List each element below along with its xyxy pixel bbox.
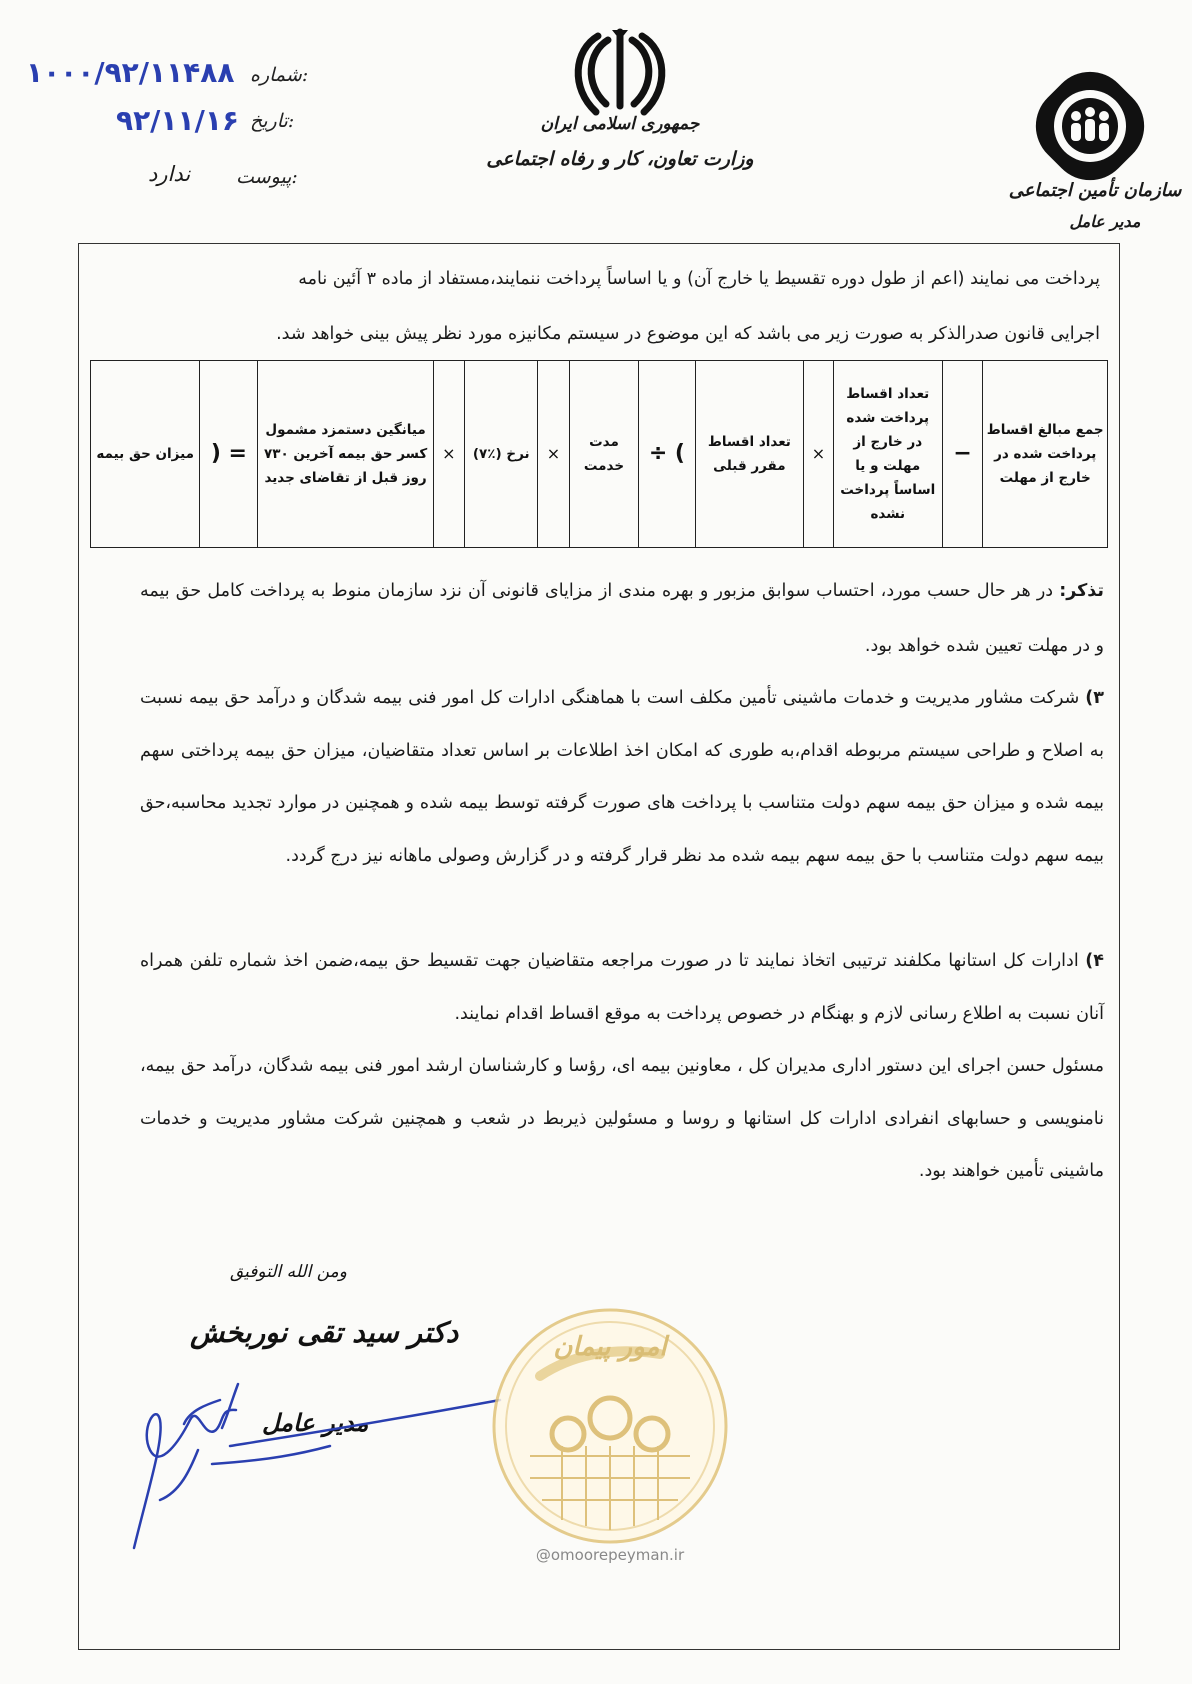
org-subtitle: مدیر عامل (1069, 212, 1141, 231)
signatory-title: مدیر عامل (262, 1408, 369, 1437)
formula-rate-cell: نرخ (٪۷) (465, 361, 538, 548)
date-label: تاریخ: (250, 110, 295, 132)
attachment-value: ندارد (148, 162, 191, 186)
omoor-peyman-stamp (490, 1306, 730, 1546)
formula-service-period-cell: مدت خدمت (569, 361, 639, 548)
signatory-name: دکتر سید تقی نوربخش (190, 1316, 459, 1349)
state-name: جمهوری اسلامی ایران (540, 114, 700, 134)
date-value: ۹۲/۱۱/۱۶ (116, 104, 239, 137)
formula-multiply-operator: × (538, 361, 569, 548)
item-4-text: ادارات کل استانها مکلفند ترتیبی اتخاذ نمایند تا در صورت مراجعه متقاضیان جهت تقسیط حق بیمه،ضمن اخذ شماره تلفن همراه آنان نسبت به اطلاع رسانی لازم و بهنگام در خصوص پرداخت به موقع اقساط اقدام نمایند. (140, 951, 1104, 1024)
iran-emblem (560, 26, 680, 118)
formula-multiply-operator: × (804, 361, 834, 548)
formula-multiply-operator: × (433, 361, 464, 548)
note-paragraph (140, 564, 1104, 674)
closing-paragraph: مسئول حسن اجرای این دستور اداری مدیران کل ، معاونین بیمه ای، رؤسا و کارشناسان ارشد امور فنی بیمه شدگان، درآمد حق بیمه، نامنویسی و حسابهای انفرادی ادارات کل استانها و روسا و مسئولین ذیربط در شعب و همچنین شرکت مشاور مدیریت و خدمات ماشینی تأمین خواهند بود. (140, 1056, 1104, 1181)
formula-equals-operator: ) = (200, 361, 258, 548)
ssio-logo-icon (1030, 66, 1150, 186)
item-3-text: شرکت مشاور مدیریت و خدمات ماشینی تأمین مکلف است با هماهنگی ادارات کل امور فنی بیمه شدگان و درآمد حق بیمه نسبت به اصلاح و طراحی سیستم مربوطه اقدام،به طوری که امکان اخذ اطلاعات بر اساس تعداد متقاضیان، میزان حق بیمه پرداختی سهم بیمه شده و میزان حق بیمه سهم دولت متناسب با پرداخت های صورت گرفته توسط بیمه شده و همچنین در موارد تجدید محاسبه،حق بیمه سهم دولت متناسب با حق بیمه سهم بیمه شده مد نظر قرار گرفته و در گزارش وصولی ماهانه نیز درج گردد. (140, 688, 1104, 866)
item-4-number: ۴) (1085, 951, 1104, 971)
note-label: تذکر: (1059, 581, 1104, 601)
formula-scheduled-installments-cell: تعداد اقساط مقرر قبلی (695, 361, 804, 548)
item-3-number: ۳) (1085, 688, 1104, 708)
item-3-paragraph (140, 672, 1104, 882)
intro-line-1: پرداخت می نمایند (اعم از طول دوره تقسیط یا خارج آن) و یا اساساً پرداخت ننمایند،مستفاد از ماده ۳ آئین نامه (298, 269, 1100, 289)
note-text: در هر حال حسب مورد، احتساب سوابق مزبور و بهره مندی از مزایای قانونی آن نزد سازمان منوط به پرداخت کامل حق بیمه و در مهلت تعیین شده خواهد بود. (140, 581, 1104, 656)
number-label: شماره: (250, 64, 309, 86)
org-name: سازمان تأمین اجتماعی (1008, 180, 1182, 201)
formula-late-installments-cell: تعداد اقساط پرداخت شده در خارج از مهلت و یا اساساً پرداخت نشده (833, 361, 942, 548)
ministry-name: وزارت تعاون، کار و رفاه اجتماعی (486, 148, 754, 170)
letter-meta (20, 48, 310, 208)
premium-formula-table (90, 360, 1108, 548)
number-value: ۱۰۰۰/۹۲/۱۱۴۸۸ (26, 56, 235, 89)
formula-premium-result-cell: میزان حق بیمه (91, 361, 200, 548)
formula-total-installments-cell: جمع مبالغ اقساط پرداخت شده در خارج از مهلت (983, 361, 1108, 548)
intro-line-2: اجرایی قانون صدرالذکر به صورت زیر می باشد که این موضوع در سیستم مکانیزه مورد نظر پیش بینی خواهد شد. (276, 324, 1100, 344)
formula-divide-operator: ÷ ( (639, 361, 695, 548)
formula-average-wage-cell: میانگین دستمزد مشمول کسر حق بیمه آخرین ۷۳۰ روز قبل از تقاضای جدید (258, 361, 433, 548)
handwritten-signature (120, 1380, 510, 1560)
formula-minus-operator: − (942, 361, 983, 548)
stamp-text: امور پیمان (553, 1332, 667, 1362)
attachment-label: پیوست: (236, 166, 298, 188)
item-4-paragraph (140, 935, 1104, 1040)
salutation: ومن الله التوفیق (230, 1262, 347, 1282)
stamp-url: @omoorepeyman.ir (535, 1546, 685, 1564)
